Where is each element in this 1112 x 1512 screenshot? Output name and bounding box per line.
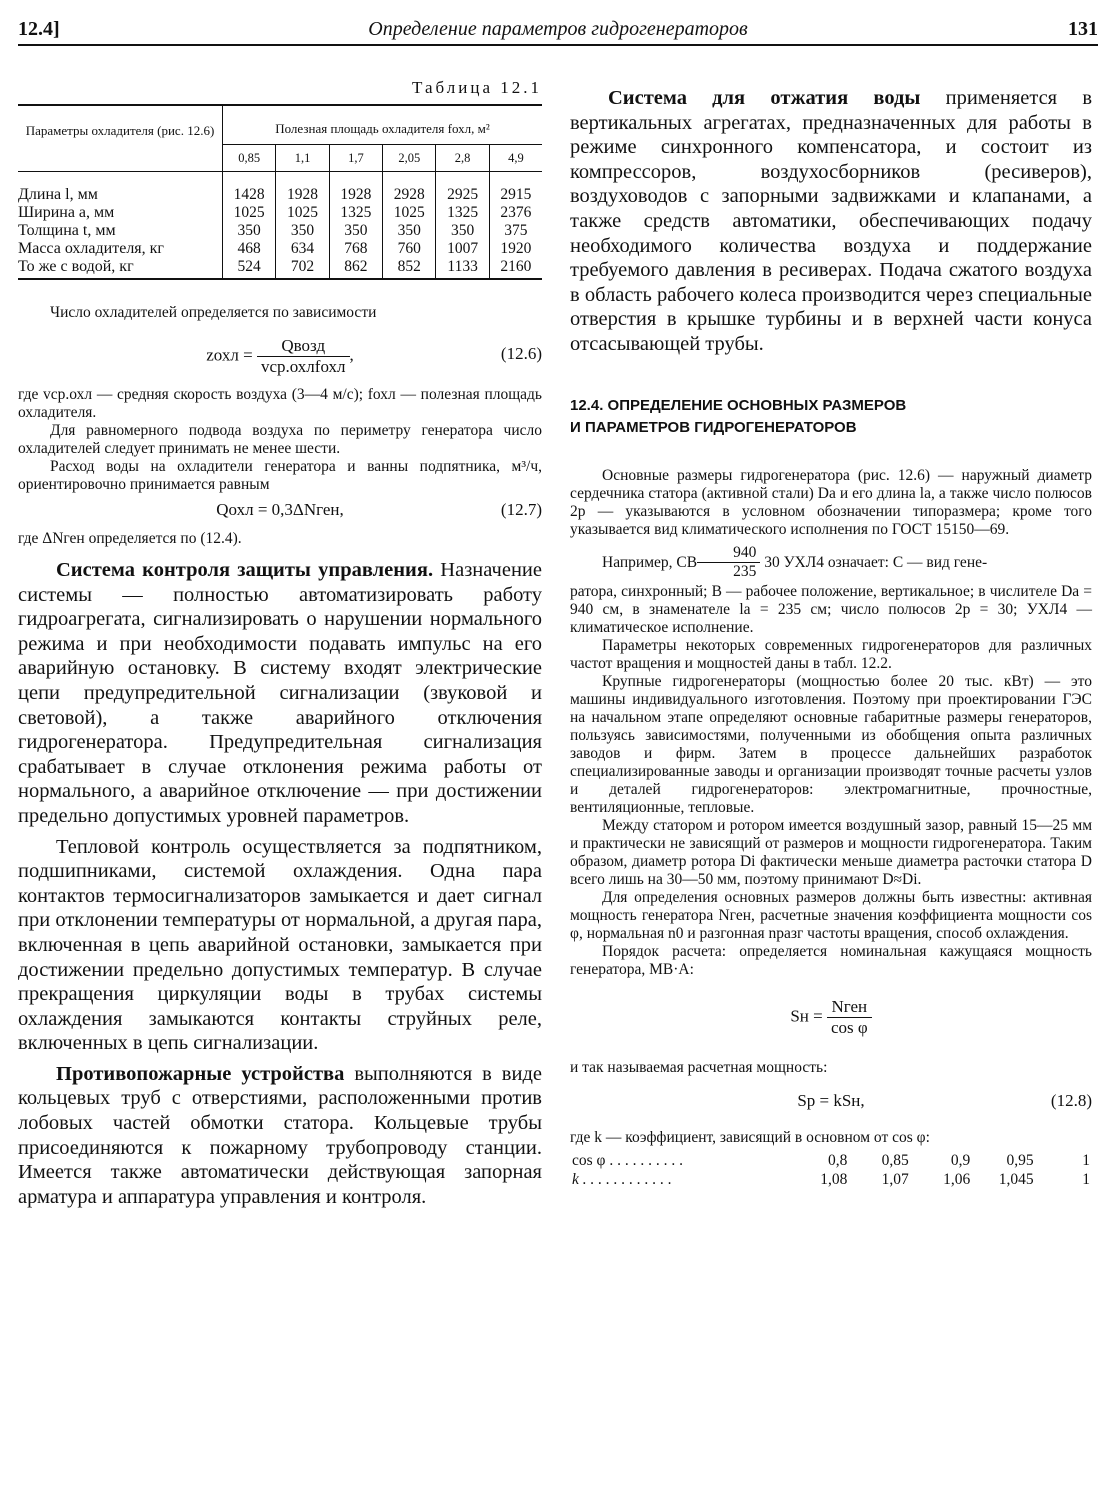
paragraph-water: Расход воды на охладители генератора и ванны подпятника, м³/ч, ориентировочно принимается равным (18, 458, 542, 493)
table-cell: 524 (223, 258, 276, 279)
paragraph-fire (18, 1062, 542, 1210)
example-numerator: 940 (697, 544, 760, 563)
table-cell: 350 (223, 222, 276, 240)
table-cell: 350 (276, 222, 329, 240)
table-cell: 375 (504, 222, 528, 239)
formula-numerator: Nген (827, 997, 872, 1018)
paragraph-air-gap: Между статором и ротором имеется воздушный зазор, равный 15—25 мм и практически не зависящий от размеров и мощности гидрогенератора. Таким образом, диаметр ротора Di фактически меньше диаметра расточки статора D всего лишь на 30—50 мм, поэтому принимают D≈Di. (570, 816, 1092, 888)
table-cell: 2376 (500, 204, 532, 221)
header-section-number: 12.4] (18, 18, 60, 40)
press-system-title: Система для отжатия воды (608, 87, 921, 109)
table-size-header: 0,85 (223, 145, 276, 172)
table-cell: 2925 (436, 172, 489, 205)
table-size-header: 4,9 (489, 145, 542, 172)
example-prefix: Например, СВ (602, 553, 698, 571)
table-cell: 1007 (436, 240, 489, 258)
table-cell: 1 (1082, 1170, 1090, 1188)
table-cell: 1025 (223, 204, 276, 222)
table-cell: 0,9 (950, 1151, 971, 1169)
formula-lhs: Sн = (790, 1005, 823, 1025)
table-cell: 1025 (276, 204, 329, 222)
example-denominator: 235 (733, 563, 757, 581)
table-cell: 1928 (276, 172, 329, 205)
table-cell: 634 (276, 240, 329, 258)
table-cell: 1133 (436, 258, 489, 279)
table-cell: 1325 (436, 204, 489, 222)
row-label: Длина l, мм (18, 172, 223, 205)
paragraph-uniform: Для равномерного подвода воздуха по периметру генератора число охладителей следует принимать не менее шести. (18, 422, 542, 457)
right-column (570, 72, 1092, 1189)
paragraph-large-generators: Крупные гидрогенераторы (мощностью более 20 тыс. кВт) — это машины индивидуального изготовления. Поэтому при проектировании ГЭС на начальном этапе определяют основные габаритные размеры генераторов, пользуясь зависимостями, полученными из обобщения опыта различных заводов и фирм. Затем в процессе дальнейших разработок специализированные заводы и организации производят точные расчеты узлов и деталей гидрогенераторов: электромагнитные, прочностные, вентиляционные, тепловые. (570, 672, 1092, 816)
table-cell: 1928 (329, 172, 382, 205)
paragraph-thermal: Тепловой контроль осуществляется за подпятником, подшипниками, системой охлаждения. Одна пара контактов термосигнализаторов замыкается и дает сигнал при отклонении температуры от нормальной, а другая пара, включенная в цепь аварийной остановки, замыкается при достижении предельно допустимых температур. В случае прекращения циркуляции воды в трубах системы охлаждения замыкаются контакты струйных реле, включенных в цепь сигнализации. (18, 835, 542, 1055)
paragraph-calc-order: Порядок расчета: определяется номинальная кажущаяся мощность генератора, МВ·А: (570, 942, 1092, 978)
table-cell: 0,85 (881, 1151, 909, 1169)
table-size-header: 2,05 (383, 145, 436, 172)
paragraph-cooler-count: Число охладителей определяется по зависимости (50, 304, 377, 321)
row-label: Толщина t, мм (18, 222, 223, 240)
table-row (18, 240, 542, 258)
table-row (570, 1170, 1092, 1189)
paragraph-required-data: Для определения основных размеров должны быть известны: активная мощность генератора Nген, расчетные значения коэффициента мощности cos φ, нормальная n0 и разгонная nразг частоты вращения, способ охлаждения. (570, 888, 1092, 942)
table-cell: 2915 (500, 186, 532, 203)
table-cell: 760 (383, 240, 436, 258)
paragraph-where-k: где k — коэффициент, зависящий в основном от cos φ: (570, 1128, 930, 1146)
formula-fraction (827, 997, 872, 1038)
press-system-text: применяется в вертикальных агрегатах, предназначенных для работы в режиме синхронного компенсатора, и состоит из компрессоров, воздухосборников (ресиверов), воздуховодов с запорными задвижками и клапанами, а также средств автоматики, обеспечивающих подачу необходимого количества воздуха и поддержание требуемого давления в ресиверах. Подача сжатого воздуха в область рабочего колеса производится через специальные отверстия в крышке турбины и в верхней части конуса отсасывающей трубы. (570, 87, 1092, 355)
table-cell: 862 (329, 258, 382, 279)
table-cell: 702 (276, 258, 329, 279)
table-row (18, 204, 542, 222)
table-cell: 768 (329, 240, 382, 258)
table-caption: Таблица 12.1 (412, 78, 542, 97)
paragraph-design-power: и так называемая расчетная мощность: (570, 1058, 828, 1076)
table-cell: 1025 (383, 204, 436, 222)
paragraph-example-cont: ратора, синхронный; В — рабочее положение, вертикальное; в числителе Da = 940 см, в знаменателе la = 235 см; число полюсов 2p = 30; УХЛ4 — климатическое исполнение. (570, 582, 1092, 636)
cooler-table (18, 104, 542, 280)
control-system-text: Назначение системы — полностью автоматизировать работу гидроагрегата, сигнализировать о нарушении нормального режима и при необходимости подавать импульс на его аварийную остановку. В систему входят электрические цепи предупредительной сигнализации (звуковой и световой), а также аварийного отключения гидрогенератора. Предупредительная сигнализация срабатывает в случае отклонения режима работы от нормального, а аварийное отключение — при достижении предельно допустимых уровней параметров. (18, 559, 542, 827)
paragraph-press-system (570, 86, 1092, 357)
fire-text: выполняются в виде кольцевых труб с отверстиями, расположенными против лобовых частей обмотки статора. Кольцевые трубы присоединяются к пожарному трубопроводу станции. Имеется также автоматически действующая запорная арматура и аппаратура управления и контроля. (18, 1062, 542, 1208)
paragraph-control-system (18, 558, 542, 829)
k-coefficient-table (570, 1151, 1092, 1189)
table-cell: 2928 (383, 172, 436, 205)
table-cell: 1920 (500, 240, 532, 257)
table-size-header: 1,1 (276, 145, 329, 172)
row-label: Ширина a, мм (18, 204, 223, 222)
formula-tail: , (349, 345, 354, 365)
table-group-header: Полезная площадь охладителя fохл, м² (223, 105, 543, 145)
table-cell: 1,045 (998, 1170, 1034, 1188)
control-system-title: Система контроля защиты управления. (56, 559, 434, 581)
section-heading-line: И ПАРАМЕТРОВ ГИДРОГЕНЕРАТОРОВ (570, 418, 857, 436)
table-row (18, 172, 542, 205)
table-cell: 1,08 (820, 1170, 848, 1188)
table-row (18, 222, 542, 240)
paragraph-where-1: где vср.охл — средняя скорость воздуха (3—4 м/с); fохл — полезная площадь охладителя. (18, 386, 542, 421)
paragraph-main-dimensions: Основные размеры гидрогенератора (рис. 12.6) — наружный диаметр сердечника статора (активной стали) Da и его длина la, а также число полюсов 2p — указываются в условном обозначении типоразмера; кроме того указывается вид климатического исполнения по ГОСТ 15150—69. (570, 466, 1092, 538)
formula-number: (12.6) (500, 344, 542, 363)
row-label: k . . . . . . . . . . . . (572, 1170, 672, 1188)
formula-numerator: Qвозд (257, 336, 350, 357)
example-fraction (697, 544, 760, 581)
table-cell: 1325 (329, 204, 382, 222)
formula-fraction (257, 336, 350, 377)
table-row (18, 258, 542, 279)
row-label: cos φ . . . . . . . . . . (572, 1151, 683, 1169)
row-label: То же с водой, кг (18, 258, 223, 279)
formula-number: (12.8) (1050, 1090, 1092, 1110)
formula-denominator: cos φ (830, 1017, 868, 1037)
table-row (570, 1151, 1092, 1170)
table-cell: 1 (1082, 1151, 1090, 1169)
table-cell: 350 (383, 222, 436, 240)
paragraph-where-2: где ΔNген определяется по (12.4). (18, 530, 242, 547)
table-cell: 1,06 (943, 1170, 971, 1188)
table-cell: 468 (223, 240, 276, 258)
formula-12-7 (18, 500, 542, 524)
formula-expression: Sр = kSн, (797, 1090, 865, 1110)
formula-number: (12.7) (500, 500, 542, 519)
table-cell: 350 (436, 222, 489, 240)
formula-lhs: zохл = (206, 345, 253, 365)
table-size-header: 1,7 (329, 145, 382, 172)
page-number: 131 (1068, 18, 1098, 40)
table-cell: 0,8 (828, 1151, 848, 1169)
formula-sn (570, 993, 1092, 1045)
table-cell: 1,07 (881, 1170, 909, 1188)
formula-denominator: vср.охлfохл (260, 357, 346, 376)
table-size-header: 2,8 (436, 145, 489, 172)
header-title: Определение параметров гидрогенераторов (368, 18, 748, 40)
formula-expression: Qохл = 0,3ΔNген, (216, 500, 344, 519)
section-heading-line: 12.4. ОПРЕДЕЛЕНИЕ ОСНОВНЫХ РАЗМЕРОВ (570, 396, 907, 414)
table-cell: 852 (383, 258, 436, 279)
formula-12-6 (18, 328, 542, 380)
left-column (18, 72, 542, 1209)
running-header (18, 14, 1098, 46)
table-param-header: Параметры охладителя (рис. 12.6) (18, 105, 223, 172)
formula-12-8 (570, 1091, 1092, 1115)
fire-title: Противопожарные устройства (56, 1062, 345, 1085)
section-heading (570, 395, 1092, 439)
row-label: Масса охладителя, кг (18, 240, 223, 258)
table-cell: 350 (329, 222, 382, 240)
example-suffix: 30 УХЛ4 означает: С — вид гене- (760, 553, 988, 571)
paragraph-params: Параметры некоторых современных гидрогенераторов для различных частот вращения и мощностей даны в табл. 12.2. (570, 636, 1092, 672)
table-cell: 1428 (223, 172, 276, 205)
example-line (570, 543, 1092, 583)
table-cell: 0,95 (1006, 1151, 1034, 1169)
table-cell: 2160 (500, 258, 532, 275)
